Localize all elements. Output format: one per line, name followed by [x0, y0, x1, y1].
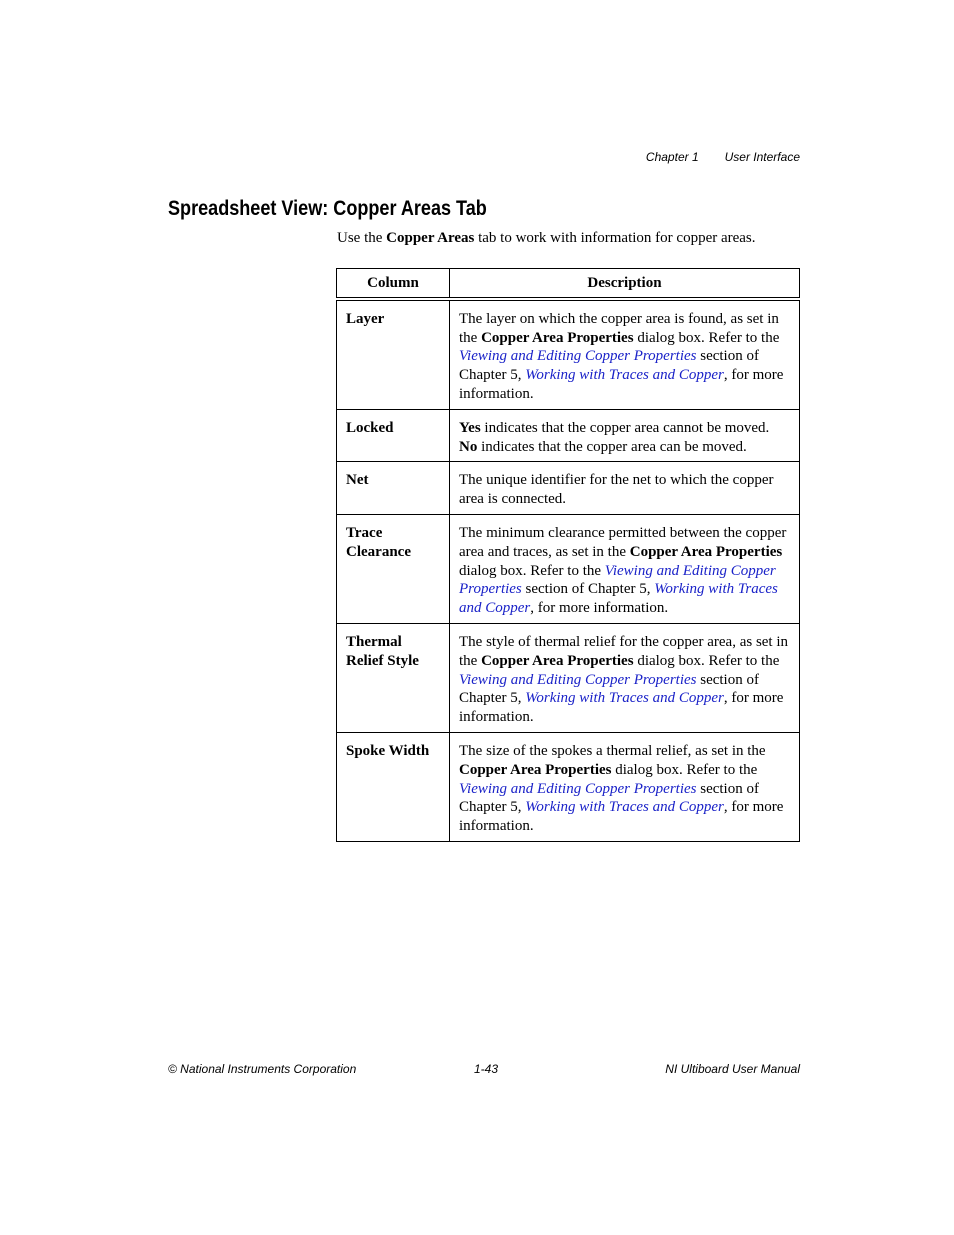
bold-term: Yes	[459, 419, 481, 436]
page-title: Spreadsheet View: Copper Areas Tab	[168, 197, 487, 220]
running-header	[646, 150, 800, 164]
row-column-name: Spoke Width	[337, 732, 450, 841]
bold-term: Copper Area Properties	[459, 761, 612, 778]
intro-text-pre: Use the	[337, 230, 387, 246]
description-text: The layer on which the copper area is found, as set in the	[459, 310, 779, 346]
bold-term: Copper Area Properties	[481, 652, 634, 669]
description-text: The style of thermal relief for the copper area, as set in the	[459, 633, 789, 669]
intro-text-post: tab to work with information for copper areas.	[474, 230, 756, 246]
column-header: Column	[337, 269, 450, 299]
table-row	[337, 514, 800, 623]
cross-reference-link[interactable]: Viewing and Editing Copper Properties	[459, 562, 776, 598]
intro-tab-name: Copper Areas	[386, 230, 475, 246]
row-description	[450, 514, 800, 623]
bold-term: Copper Area Properties	[629, 543, 783, 560]
table-row	[337, 299, 800, 409]
cross-reference-link[interactable]: Working with Traces and Copper	[459, 581, 778, 617]
description-text: dialog box. Refer to the	[459, 562, 605, 579]
row-description	[450, 409, 800, 462]
description-text: The size of the spokes a thermal relief, as set in the	[459, 742, 766, 759]
description-text: , for more information.	[530, 600, 669, 617]
description-text: section of Chapter 5,	[459, 671, 759, 707]
table-row	[337, 409, 800, 462]
description-text: section of Chapter 5,	[459, 780, 759, 816]
description-text: dialog box. Refer to the	[611, 761, 758, 778]
cross-reference-link[interactable]: Working with Traces and Copper	[525, 367, 724, 384]
row-description	[450, 462, 800, 515]
table-header-row	[337, 269, 800, 299]
row-column-name: Locked	[337, 409, 450, 462]
cross-reference-link[interactable]: Viewing and Editing Copper Properties	[459, 348, 697, 365]
row-column-name: Net	[337, 462, 450, 515]
description-text: section of Chapter 5,	[459, 348, 759, 384]
row-column-name: Trace Clearance	[337, 514, 450, 623]
table-row	[337, 623, 800, 732]
description-text: The unique identifier for the net to which the copper area is connected.	[459, 472, 774, 508]
table-row	[337, 462, 800, 515]
header-section: User Interface	[724, 150, 800, 164]
bold-term: No	[459, 438, 478, 455]
cross-reference-link[interactable]: Viewing and Editing Copper Properties	[459, 671, 697, 688]
row-description	[450, 732, 800, 841]
description-text: section of Chapter 5,	[521, 581, 655, 598]
cross-reference-link[interactable]: Working with Traces and Copper	[525, 799, 724, 816]
table-row	[337, 732, 800, 841]
bold-term: Copper Area Properties	[481, 329, 634, 346]
intro-paragraph	[337, 230, 756, 247]
row-description	[450, 299, 800, 409]
description-text: , for more information.	[459, 690, 784, 726]
page-number: 1-43	[474, 1062, 499, 1076]
description-text: The minimum clearance permitted between the copper area and traces, as set in the	[459, 524, 787, 560]
copper-areas-table	[336, 268, 800, 842]
manual-title: NI Ultiboard User Manual	[665, 1062, 800, 1076]
description-text: , for more information.	[459, 367, 784, 402]
description-text: indicates that the copper area cannot be moved.	[480, 419, 770, 436]
cross-reference-link[interactable]: Viewing and Editing Copper Properties	[459, 780, 697, 797]
description-text: dialog box. Refer to the	[633, 329, 780, 346]
description-text: indicates that the copper area can be moved.	[477, 438, 747, 455]
description-text: dialog box. Refer to the	[633, 652, 780, 669]
row-description	[450, 623, 800, 732]
cross-reference-link[interactable]: Working with Traces and Copper	[525, 690, 724, 707]
description-text: , for more information.	[459, 799, 784, 835]
footer-copyright: © National Instruments Corporation	[168, 1062, 357, 1076]
table-body	[337, 299, 800, 842]
header-chapter: Chapter 1	[645, 150, 699, 164]
description-header: Description	[450, 269, 800, 299]
row-column-name: Thermal Relief Style	[337, 623, 450, 732]
row-column-name: Layer	[337, 299, 450, 409]
